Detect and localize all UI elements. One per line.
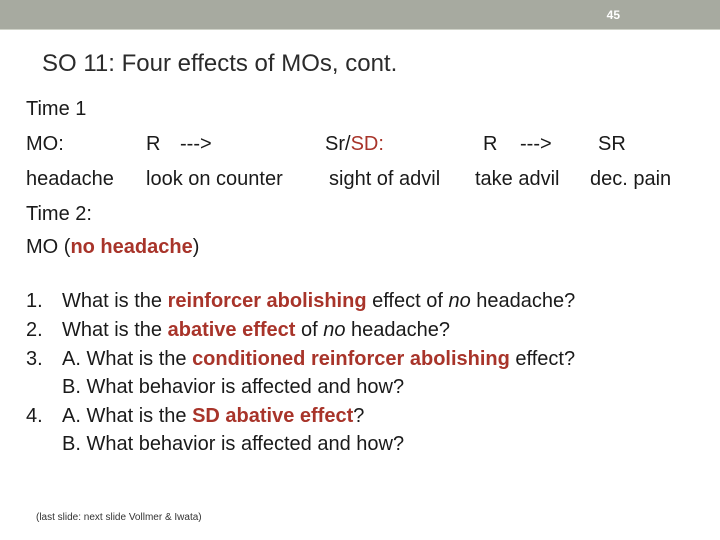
question-4b: B. What behavior is affected and how? (62, 433, 405, 455)
sd-label: SD: (350, 133, 384, 155)
q1-text-a: What is the (62, 290, 168, 312)
arrow1: ---> (180, 133, 212, 155)
SR-label: SR (598, 133, 626, 155)
question-3a (62, 348, 575, 371)
time2-label: Time 2: (26, 203, 92, 225)
header-divider (0, 29, 720, 30)
arrow2: ---> (520, 133, 552, 155)
no-headache-highlight: no headache (70, 236, 193, 258)
q4-highlight: SD abative effect (192, 405, 354, 427)
q4-text-b: ? (353, 405, 365, 427)
mo-no-headache-line (26, 236, 199, 259)
question-1 (62, 290, 575, 313)
question-4a (62, 405, 364, 428)
q1-text-c: headache? (470, 290, 576, 312)
example-take-advil: take advil (475, 168, 560, 190)
q2-text-a: What is the (62, 319, 168, 341)
q2-italic: no (323, 319, 346, 341)
q3-number: 3. (26, 348, 43, 370)
time1-label: Time 1 (26, 98, 87, 120)
q4-number: 4. (26, 405, 43, 427)
q3-text-b: effect? (509, 348, 576, 370)
response1-label: R (146, 133, 161, 155)
mo-suffix: ) (192, 236, 200, 258)
q1-italic: no (448, 290, 471, 312)
q3-highlight: conditioned reinforcer abolishing (192, 348, 510, 370)
slide-title: SO 11: Four effects of MOs, cont. (42, 50, 398, 77)
header-bar (0, 0, 720, 29)
example-sight-of-advil: sight of advil (329, 168, 441, 190)
question-3b: B. What behavior is affected and how? (62, 376, 405, 398)
page-number: 45 (606, 8, 620, 22)
q1-text-b: effect of (366, 290, 449, 312)
q2-highlight: abative effect (167, 319, 296, 341)
q2-text-c: headache? (345, 319, 451, 341)
footnote: (last slide: next slide Vollmer & Iwata) (36, 512, 202, 523)
question-2 (62, 319, 450, 342)
response2-label: R (483, 133, 498, 155)
q2-number: 2. (26, 319, 43, 341)
q2-text-b: of (295, 319, 324, 341)
mo-prefix: MO ( (26, 236, 71, 258)
q1-number: 1. (26, 290, 43, 312)
sr-sd-label (325, 133, 384, 156)
mo-label: MO: (26, 133, 64, 155)
example-dec-pain: dec. pain (590, 168, 672, 190)
q1-highlight: reinforcer abolishing (167, 290, 367, 312)
example-look-on-counter: look on counter (146, 168, 283, 190)
q3-text-a: A. What is the (62, 348, 193, 370)
sr-label: Sr/ (325, 133, 351, 155)
q4-text-a: A. What is the (62, 405, 193, 427)
example-headache: headache (26, 168, 114, 190)
